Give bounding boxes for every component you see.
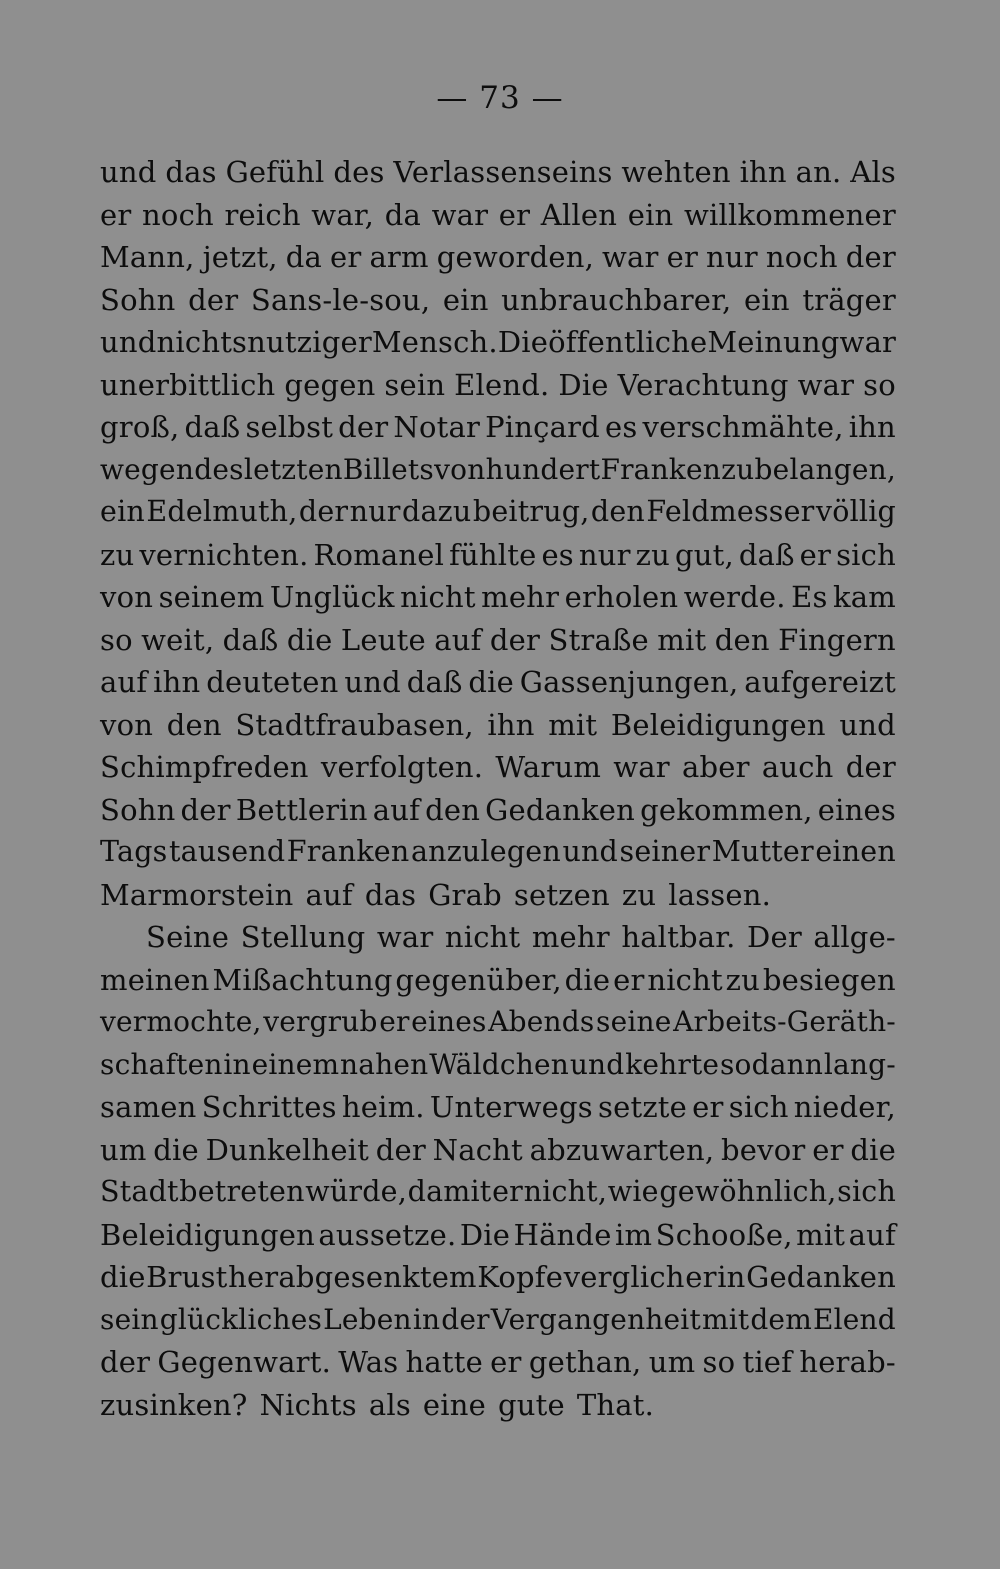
word: Unterwegs (429, 1090, 593, 1124)
text-line (100, 1086, 896, 1129)
word: herabgesenktem (228, 1260, 477, 1294)
word: Mann, (100, 240, 195, 274)
word: einem (251, 1047, 340, 1081)
word: er (379, 1005, 410, 1038)
word: von (434, 452, 486, 486)
word: seine (596, 1005, 672, 1038)
word: beitrug, (472, 495, 590, 528)
word: Brust (146, 1260, 228, 1294)
word: sich (728, 1090, 789, 1124)
word: vermochte, (100, 1005, 262, 1038)
word: kehrte (625, 1047, 720, 1081)
text-line (100, 364, 896, 407)
word: geworden, (436, 240, 594, 274)
word: der (375, 1132, 426, 1167)
word: er (685, 1260, 717, 1294)
paragraph (100, 916, 896, 1426)
word: verfolgten. (320, 750, 484, 784)
word: war (797, 367, 855, 402)
word: werde. (683, 580, 786, 614)
word: Beleidigungen (610, 707, 826, 742)
word: auf (305, 877, 353, 912)
word: von (100, 580, 154, 614)
word: auf (848, 1217, 896, 1252)
word: das (364, 877, 417, 912)
text-line (100, 661, 896, 704)
text-line (100, 1214, 896, 1257)
text-line (100, 1341, 896, 1384)
word: vergrub (263, 1005, 378, 1038)
word: Leben (323, 1302, 412, 1336)
word: wie (607, 1175, 659, 1208)
word: Marmorstein (100, 877, 294, 912)
word: daß (406, 665, 463, 699)
word: That. (576, 1387, 655, 1422)
word: tausend (168, 835, 286, 868)
word: so (863, 367, 896, 402)
word: willkommener (684, 197, 896, 232)
text-line (100, 194, 896, 237)
word: das (165, 155, 217, 189)
word: er (100, 197, 132, 232)
word: zu (635, 537, 671, 572)
word: den (714, 622, 770, 657)
word: vernichten. (139, 537, 309, 572)
word: samen (100, 1090, 197, 1124)
text-line (100, 151, 896, 194)
word: der (100, 1345, 151, 1379)
word: auf (372, 792, 421, 827)
word: es (541, 537, 574, 572)
word: er (799, 537, 832, 572)
word: hatte (405, 1345, 483, 1379)
word: ihn (848, 410, 896, 444)
word: völlig (815, 495, 896, 528)
word: würde, (305, 1175, 407, 1208)
body-text (100, 151, 896, 1426)
word: eines (411, 1005, 487, 1038)
word: Mutter (711, 835, 814, 868)
word: die (468, 665, 514, 699)
word: ihn (739, 155, 787, 189)
word: mit (657, 622, 707, 657)
word: die (286, 622, 333, 657)
word: er (666, 240, 699, 274)
word: herab- (799, 1345, 896, 1379)
word: gut, (674, 537, 734, 572)
text-line (100, 279, 896, 322)
word: mit (548, 707, 598, 742)
word: von (100, 707, 154, 742)
word: seinem (158, 580, 265, 614)
word: um (648, 1345, 696, 1379)
text-line (100, 534, 896, 577)
word: ein (442, 282, 489, 317)
word: sodann (719, 1047, 824, 1081)
word: Die (459, 1217, 511, 1252)
word: Gassenjungen, (519, 665, 739, 699)
word: Unglück (269, 580, 395, 614)
word: der (489, 622, 541, 657)
word: tief (742, 1345, 793, 1379)
word: in (412, 1302, 441, 1336)
word: gekommen, (640, 792, 813, 827)
text-line (100, 1384, 896, 1427)
word: Stadtfraubasen, (235, 707, 474, 742)
word: da (285, 240, 322, 274)
word: unbrauchbarer, (501, 282, 732, 317)
word: jetzt, (202, 240, 278, 274)
word: lassen. (668, 877, 772, 912)
text-line (100, 831, 896, 874)
word: groß, (100, 410, 180, 444)
text-line (100, 1256, 896, 1299)
word: sich (837, 1175, 896, 1208)
word: Leute (340, 622, 426, 657)
word: er (490, 1345, 522, 1379)
word: damit (407, 1175, 492, 1208)
word: kam (833, 580, 896, 614)
word: gethan, (528, 1345, 642, 1379)
word: setzte (598, 1090, 688, 1124)
word: in (223, 1047, 251, 1081)
word: nicht (400, 580, 476, 614)
word: Mensch. (371, 325, 498, 359)
word: ein (100, 495, 145, 528)
word: aufgereizt (744, 665, 896, 699)
word: es (604, 410, 638, 444)
word: reich (224, 197, 301, 232)
word: daß (184, 410, 241, 444)
word: Feldmesser (646, 495, 815, 528)
word: eines (817, 792, 896, 827)
word: nur (349, 495, 401, 528)
word: der (441, 1302, 490, 1336)
word: die (153, 1132, 199, 1167)
word: Schooße, (655, 1217, 793, 1252)
word: Meinung (707, 325, 840, 359)
word: dem (750, 1302, 812, 1336)
word: arm (369, 240, 429, 274)
word: lang- (823, 1047, 896, 1081)
word: mehr (531, 920, 610, 954)
word: daß (222, 622, 279, 657)
word: Allen (540, 197, 618, 232)
text-line (100, 916, 896, 959)
word: er (498, 197, 531, 232)
word: Stadt (100, 1175, 179, 1208)
word: Sohn (100, 792, 176, 827)
word: gegen (284, 367, 376, 402)
word: sein (100, 1302, 159, 1336)
word: zu (721, 452, 755, 486)
word: im (615, 1217, 653, 1252)
word: letzten (243, 452, 343, 486)
word: nahen (340, 1047, 429, 1081)
word: der (845, 240, 896, 274)
text-line (100, 576, 896, 619)
text-line (100, 406, 896, 449)
word: so (100, 622, 133, 657)
word: Als (850, 155, 896, 189)
word: bevor (721, 1132, 806, 1167)
text-line (100, 1001, 896, 1044)
text-line (100, 789, 896, 832)
word: er (812, 1132, 844, 1167)
paragraph (100, 151, 896, 916)
page-number: — 73 — (436, 80, 564, 116)
word: nieder, (793, 1090, 896, 1124)
word: deuteten (206, 665, 339, 699)
text-line (100, 321, 896, 364)
word: Grab (428, 877, 502, 912)
word: haltbar. (621, 920, 736, 954)
word: verglich (563, 1260, 685, 1294)
word: war (613, 750, 670, 784)
word: er (330, 240, 362, 274)
word: in (717, 1260, 746, 1294)
word: war, (311, 197, 375, 232)
word: der (845, 750, 896, 784)
word: und (344, 665, 401, 699)
word: fühlte (449, 537, 537, 572)
word: war (839, 325, 897, 359)
text-line (100, 1171, 896, 1214)
word: Billets (342, 452, 434, 486)
word: gegenüber, (395, 962, 562, 997)
word: verschmähte, (642, 410, 844, 444)
word: zusinken? (100, 1387, 248, 1422)
word: Kopfe (477, 1260, 564, 1294)
word: Elend. (454, 367, 550, 402)
word: selbst (245, 410, 334, 444)
word: Die (558, 367, 609, 402)
word: dazu (402, 495, 472, 528)
word: Stellung (240, 920, 366, 954)
word: öffentliche (548, 325, 708, 359)
word: er (613, 962, 645, 997)
word: Vergangenheit (490, 1302, 701, 1336)
text-line (100, 704, 896, 747)
word: Straße (548, 622, 649, 657)
word: Franken (600, 452, 721, 486)
text-line (100, 449, 896, 492)
word: Edelmuth, (146, 495, 298, 528)
word: als (368, 1387, 411, 1422)
word: die (850, 1132, 896, 1167)
word: Gegenwart. (157, 1345, 332, 1379)
word: aber (682, 750, 750, 784)
word: mit (796, 1217, 846, 1252)
text-line (100, 491, 896, 534)
word: den (166, 707, 222, 742)
word: Tags (100, 835, 168, 868)
word: ein (627, 197, 674, 232)
word: ihn (153, 665, 201, 699)
word: seiner (619, 835, 711, 868)
word: Warum (495, 750, 602, 784)
word: der (298, 495, 349, 528)
word: aussetze. (318, 1217, 457, 1252)
word: er (492, 1175, 523, 1208)
word: da (384, 197, 421, 232)
word: weit, (141, 622, 215, 657)
word: nur (706, 240, 758, 274)
word: Es (791, 580, 828, 614)
word: Hände (513, 1217, 612, 1252)
text-line (100, 236, 896, 279)
word: die (100, 1260, 146, 1294)
word: Schimpfreden (100, 750, 309, 784)
word: und (100, 325, 157, 359)
word: nicht (647, 962, 723, 997)
word: gute (498, 1387, 565, 1422)
word: Sans-le-sou, (250, 282, 431, 317)
word: nicht (444, 920, 521, 954)
word: sein (384, 367, 446, 402)
word: und (569, 1047, 625, 1081)
word: Schrittes (201, 1090, 337, 1124)
word: Gedanken (485, 792, 636, 827)
word: mehr (481, 580, 560, 614)
word: war (376, 920, 434, 954)
text-line (100, 874, 896, 917)
word: so (702, 1345, 736, 1379)
word: Verlassenseins (393, 155, 613, 189)
word: Abends (488, 1005, 595, 1038)
word: des (333, 155, 385, 189)
word: noch (142, 197, 214, 232)
word: Seine (146, 920, 230, 954)
word: allge- (813, 920, 896, 954)
word: die (564, 962, 611, 997)
word: Gefühl (225, 155, 325, 189)
word: Der (747, 920, 802, 954)
word: auf (434, 622, 482, 657)
word: unerbittlich (100, 367, 276, 402)
word: sich (836, 537, 896, 572)
word: Sohn (100, 282, 176, 317)
word: belangen, (754, 452, 896, 486)
word: nichtsnutziger (156, 325, 372, 359)
word: der (338, 410, 389, 444)
word: Elend (812, 1302, 896, 1336)
word: Was (338, 1345, 399, 1379)
word: wegen (100, 452, 195, 486)
word: Bettlerin (235, 792, 368, 827)
text-line (100, 1044, 896, 1087)
word: um (100, 1132, 147, 1167)
word: zu (725, 962, 761, 997)
word: und (562, 835, 618, 868)
word: Gedanken (746, 1260, 896, 1294)
word: Pinçard (485, 410, 600, 444)
word: glückliches (159, 1302, 323, 1336)
word: schaften (100, 1047, 223, 1081)
word: Wäldchen (429, 1047, 570, 1081)
word: war (602, 240, 659, 274)
word: der (188, 282, 239, 317)
word: Notar (393, 410, 481, 444)
word: Beleidigungen (100, 1217, 315, 1252)
word: einen (815, 835, 896, 868)
text-line (100, 959, 896, 1002)
word: ihn (487, 707, 535, 742)
word: setzen (513, 877, 610, 912)
word: Arbeits-Geräth- (673, 1005, 896, 1038)
word: gewöhnlich, (659, 1175, 837, 1208)
word: des (194, 452, 244, 486)
word: der (180, 792, 231, 827)
word: noch (765, 240, 838, 274)
word: nur (578, 537, 631, 572)
word: abzuwarten, (529, 1132, 715, 1167)
word: Mißachtung (212, 962, 393, 997)
text-line (100, 1129, 896, 1172)
word: nicht, (523, 1175, 608, 1208)
word: den (590, 495, 645, 528)
word: Nichts (259, 1387, 357, 1422)
text-line (100, 746, 896, 789)
word: zu (621, 877, 657, 912)
word: Die (497, 325, 549, 359)
word: Verachtung (617, 367, 789, 402)
word: Franken (286, 835, 410, 868)
word: und (839, 707, 896, 742)
word: träger (802, 282, 896, 317)
word: hundert (485, 452, 601, 486)
word: an. (795, 155, 842, 189)
word: heim. (341, 1090, 425, 1124)
word: meinen (100, 962, 210, 997)
word: eine (422, 1387, 486, 1422)
word: und (100, 155, 157, 189)
word: betreten (179, 1175, 305, 1208)
word: wehten (621, 155, 731, 189)
word: er (692, 1090, 724, 1124)
word: Romanel (313, 537, 445, 572)
word: ein (744, 282, 790, 317)
word: Fingern (778, 622, 896, 657)
word: zu (100, 537, 135, 572)
word: besiegen (762, 962, 896, 997)
word: anzulegen (410, 835, 561, 868)
word: auch (761, 750, 834, 784)
word: den (425, 792, 481, 827)
word: mit (701, 1302, 750, 1336)
word: Nacht (432, 1132, 523, 1167)
word: daß (738, 537, 795, 572)
text-line (100, 1299, 896, 1342)
word: Dunkelheit (205, 1132, 370, 1167)
word: auf (100, 665, 148, 699)
text-line (100, 619, 896, 662)
word: erholen (564, 580, 679, 614)
word: war (431, 197, 489, 232)
